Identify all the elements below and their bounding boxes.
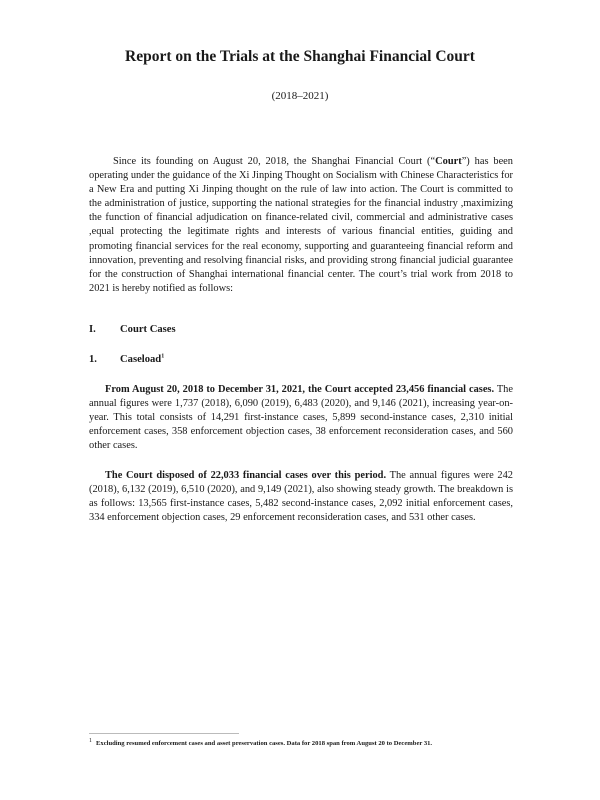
subsection-heading <box>89 354 164 365</box>
footnote-reference: 1 <box>161 353 165 360</box>
intro-paragraph <box>89 155 513 296</box>
section-number: I. <box>89 324 96 335</box>
document-title: Report on the Trials at the Shanghai Financial Court <box>125 48 475 65</box>
footnote-marker: 1 <box>89 737 92 744</box>
footnote <box>89 737 529 747</box>
footnote-text: Excluding resumed enforcement cases and asset preservation cases. Data for 2018 span from August 20 to December 31. <box>96 740 433 747</box>
court-defined-term: Court <box>435 156 462 167</box>
section-heading <box>89 324 176 335</box>
accepted-cases-text: The annual figures were 1,737 (2018), 6,090 (2019), 6,483 (2020), and 9,146 (2021), increasing year-on-year. This total consists of 14,291 first-instance cases, 5,899 second-instance cases, 2,310 initial enforcement cases, 358 enforcement objection cases, 38 enforcement reconsideration cases, and 560 other cases. <box>89 384 513 452</box>
subsection-number: 1. <box>89 354 97 365</box>
footnote-divider <box>89 733 239 734</box>
document-subtitle: (2018–2021) <box>271 90 329 102</box>
section-title: Court Cases <box>120 324 176 335</box>
disposed-cases-text: The annual figures were 242 (2018), 6,132 (2019), 6,510 (2020), and 9,149 (2021), also showing steady growth. The breakdown is as follows: 13,565 first-instance cases, 5,482 second-instance cases, 2,092 initial enforcement cases, 334 enforcement objection cases, 29 enforcement reconsideration cases, and 531 other cases. <box>89 470 513 524</box>
intro-text-start: Since its founding on August 20, 2018, the Shanghai Financial Court (“ <box>113 156 436 167</box>
subsection-title: Caseload <box>120 354 162 365</box>
disposed-cases-paragraph <box>89 469 513 525</box>
accepted-cases-lead: From August 20, 2018 to December 31, 2021, the Court accepted 23,456 financial cases. <box>105 384 495 395</box>
disposed-cases-lead: The Court disposed of 22,033 financial cases over this period. <box>105 470 387 481</box>
accepted-cases-paragraph <box>89 383 513 453</box>
intro-text-rest: ”) has been operating under the guidance of the Xi Jinping Thought on Socialism with Chinese Characteristics for a New Era and putting Xi Jinping thought on the rule of law into action. The Court is committed to the administration of justice, supporting the national strategies for the financial industry ,maximizing the function of financial adjudication on finance-related civil, commercial and administrative cases ,equal protecting the legitimate rights and interests of various financial entities, guiding and promoting financial services for the real economy, supporting and guaranteeing financial reform and innovation, preventing and resolving financial risks, and providing strong financial judicial guarantee for the construction of Shanghai international financial center. The court’s trial work from 2018 to 2021 is hereby notified as follows: <box>89 156 514 294</box>
